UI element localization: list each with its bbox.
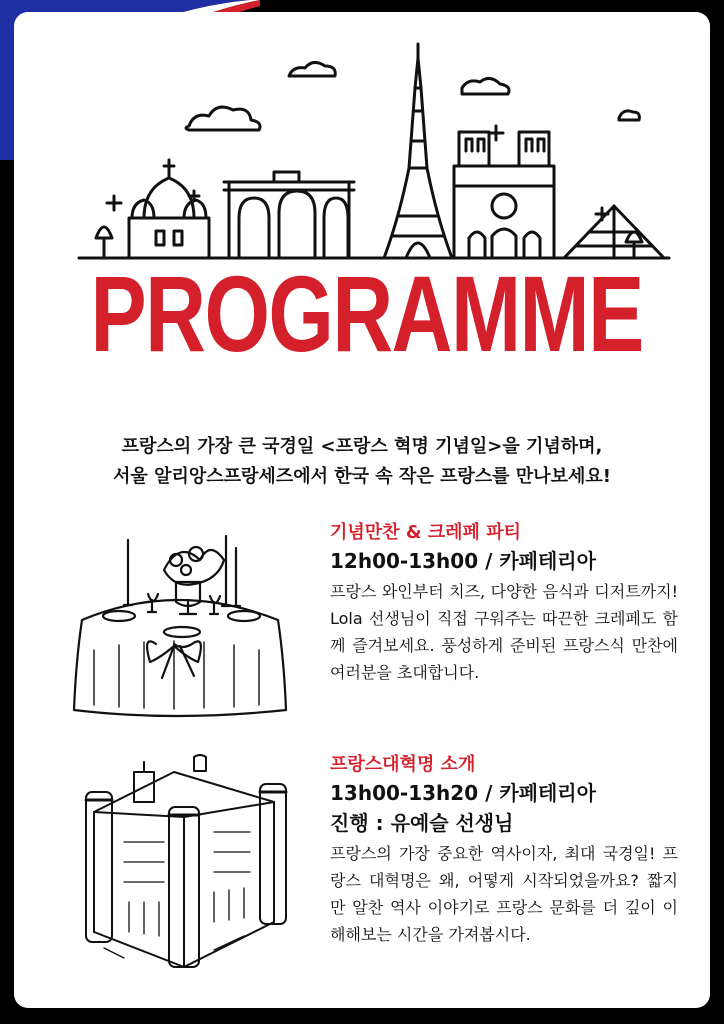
dinner-table-icon xyxy=(64,520,294,720)
event-description: 프랑스 와인부터 치즈, 다양한 음식과 디저트까지! Lola 선생님이 직접 구워주는 따끈한 크레페도 함께 즐겨보세요. 풍성하게 준비된 프랑스식 만찬에 여러분을 초대합니다. xyxy=(330,582,678,682)
intro-text xyxy=(34,432,690,492)
event-name: 프랑스대혁명 소개 xyxy=(330,754,476,775)
event-description: 프랑스의 가장 중요한 역사이자, 최대 국경일! 프랑스 대혁명은 왜, 어떻게 시작되었을까요? 짧지만 알찬 역사 이야기로 프랑스 문화를 더 깊이 이해해보는 시간을 가져봅시다. xyxy=(330,844,678,944)
page-title: PROGRAMME xyxy=(90,253,643,374)
paris-skyline-icon xyxy=(74,36,674,266)
intro-line-2: 서울 알리앙스프랑세즈에서 한국 속 작은 프랑스를 만나보세요! xyxy=(113,466,611,487)
event-time: 12h00-13h00 / 카페테리아 xyxy=(330,549,596,573)
event-time: 13h00-13h20 / 카페테리아 xyxy=(330,781,596,805)
poster-sheet xyxy=(14,12,710,1008)
castle-icon xyxy=(74,752,294,972)
intro-line-1: 프랑스의 가장 큰 국경일 <프랑스 혁명 기념일>을 기념하며, xyxy=(121,436,603,457)
event-name: 기념만찬 & 크레페 파티 xyxy=(330,522,521,543)
event-dinner xyxy=(330,520,678,686)
event-revolution xyxy=(330,752,678,948)
event-host: 진행 : 유예슬 선생님 xyxy=(330,811,514,835)
